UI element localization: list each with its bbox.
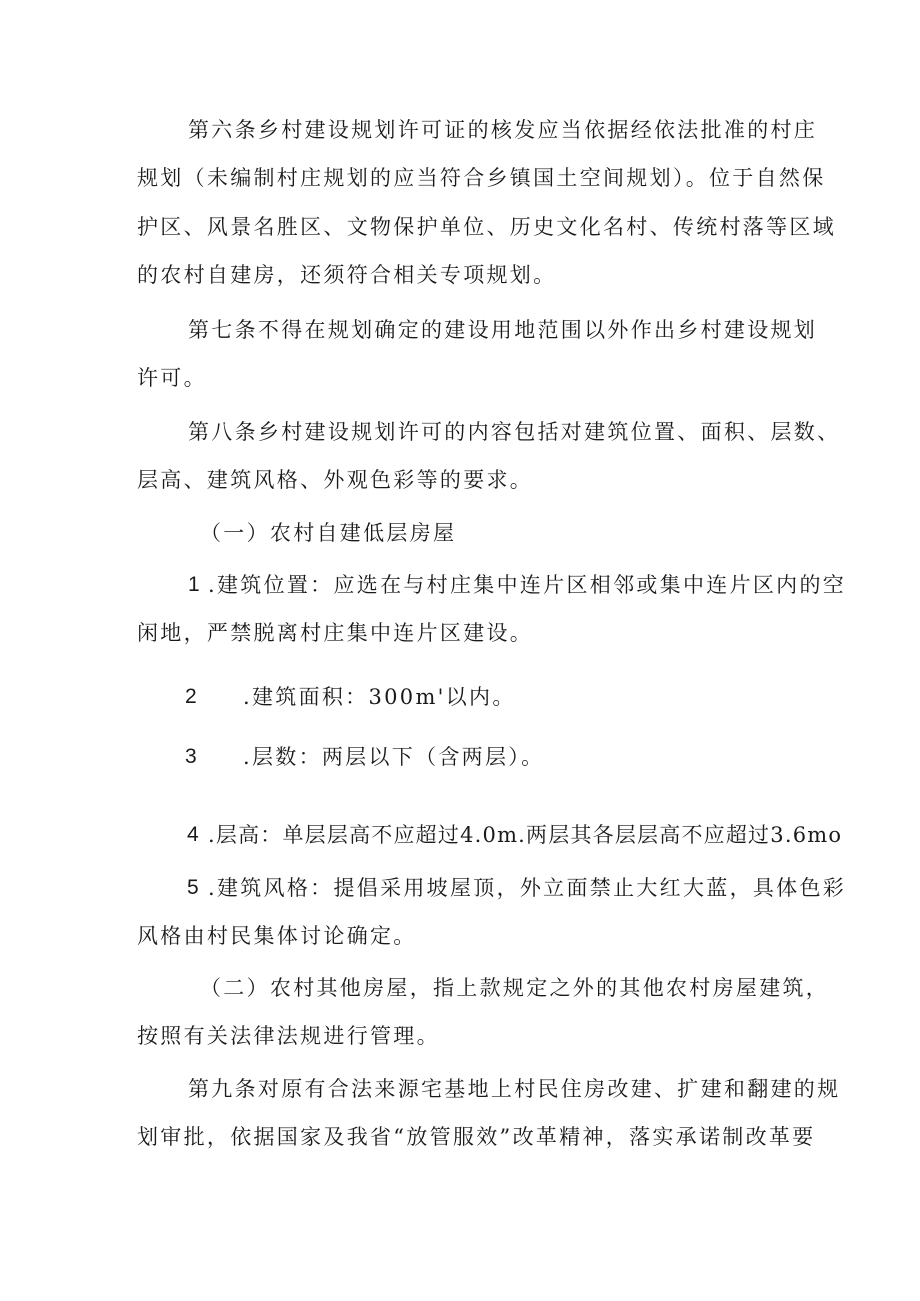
item-2-text: .建筑面积：300m'以内。 bbox=[243, 685, 516, 709]
item-5-line-1: .建筑风格：提倡采用坡屋顶，外立面禁止大红大蓝，具体色彩 bbox=[208, 876, 847, 900]
item-1-number: 1 bbox=[188, 573, 202, 596]
item-5-line-2: 风格由村民集体讨论确定。 bbox=[137, 924, 417, 948]
item-5-number: 5 bbox=[187, 876, 201, 899]
article-7-line-1: 第七条不得在规划确定的建设用地范围以外作出乡村建设规划 bbox=[188, 318, 818, 342]
article-6-line-1: 第六条乡村建设规划许可证的核发应当依据经依法批准的村庄 bbox=[188, 118, 818, 142]
item-4-number: 4 bbox=[187, 823, 201, 846]
article-9-line-2: 划审批，依据国家及我省“放管服效”改革精神，落实承诺制改革要 bbox=[137, 1125, 816, 1149]
section-2-line-1: （二）农村其他房屋，指上款规定之外的其他农村房屋建筑， bbox=[200, 976, 830, 1000]
article-8-line-2: 层高、建筑风格、外观色彩等的要求。 bbox=[137, 468, 534, 492]
item-4-text: .层高：单层层高不应超过4.0m.两层其各层层高不应超过3.6mo bbox=[208, 823, 843, 847]
article-7-line-2: 许可。 bbox=[137, 366, 207, 390]
article-6-line-4: 的农村自建房，还须符合相关专项规划。 bbox=[137, 263, 557, 287]
item-3-text: .层数：两层以下（含两层）。 bbox=[243, 745, 545, 769]
item-3-number: 3 bbox=[185, 745, 199, 768]
item-1-line-1: .建筑位置：应选在与村庄集中连片区相邻或集中连片区内的空 bbox=[208, 573, 847, 597]
item-1-line-2: 闲地，严禁脱离村庄集中连片区建设。 bbox=[137, 621, 534, 645]
item-2-number: 2 bbox=[185, 685, 199, 708]
section-1-heading: （一）农村自建低层房屋 bbox=[200, 521, 457, 545]
article-8-line-1: 第八条乡村建设规划许可的内容包括对建筑位置、面积、层数、 bbox=[188, 420, 841, 444]
article-6-line-2: 规划（未编制村庄规划的应当符合乡镇国土空间规划）。位于自然保 bbox=[137, 166, 826, 190]
article-6-line-3: 护区、风景名胜区、文物保护单位、历史文化名村、传统村落等区域 bbox=[137, 215, 836, 239]
section-2-line-2: 按照有关法律法规进行管理。 bbox=[137, 1024, 440, 1048]
article-9-line-1: 第九条对原有合法来源宅基地上村民住房改建、扩建和翻建的规 bbox=[188, 1077, 841, 1101]
